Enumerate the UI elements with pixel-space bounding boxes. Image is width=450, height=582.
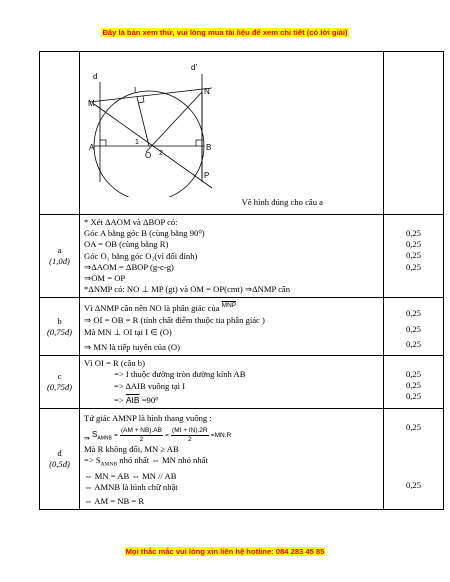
part-a-line-2: Góc A bằng góc B (cùng bằng 90⁰) — [84, 228, 205, 239]
part-b-angle: MNP — [221, 302, 237, 310]
part-c-score-3: 0,25 — [405, 391, 422, 402]
part-d-fraction-2 — [171, 427, 209, 444]
part-a-score-3: 0,25 — [405, 250, 422, 261]
label-n: N — [204, 87, 210, 96]
part-a-line-4: Góc O₁ bằng góc O₂(vì đối đỉnh) — [84, 250, 198, 261]
figure-row — [40, 52, 444, 215]
circle-o — [94, 91, 204, 197]
part-a-line-7: *ΔNMP có: NO ⊥ MP (gt) và OM = OP(cmt) ⇒ΔNMP cân — [84, 284, 291, 295]
part-d-fraction-1 — [120, 427, 163, 444]
part-d-scores — [384, 408, 444, 509]
part-d-line-4-prefix: => S — [84, 455, 101, 466]
part-d-formula: ⇒ $S_{AMNB}$ = $\frac{(AM + NB).AB}{2}$ = $\frac{(MI + IN).2R}{2}$ =MN.R — [84, 426, 232, 443]
part-a-scores — [384, 215, 444, 298]
part-a-line-1: * Xét ΔAOM và ΔBOP có: — [84, 217, 178, 227]
part-c-line-1: Vì OI = R (câu b) — [84, 358, 145, 369]
solution-table — [39, 51, 444, 510]
part-d-score-2: 0,25 — [405, 480, 422, 491]
part-d-line-1: Tứ giác AMNP là hình thang vuông : — [84, 412, 212, 423]
row-b — [40, 298, 444, 356]
part-a-content — [80, 215, 384, 298]
part-a-line-5: ⇒ΔAOM = ΔBOP (g-c-g) — [84, 261, 174, 272]
right-angle-mark-i — [138, 96, 144, 103]
part-d-fraction-2-num: (MI + IN).2R — [172, 426, 208, 434]
part-b-score-2: 0,25 — [405, 323, 422, 334]
part-b-line-4: ⇒ MN là tiếp tuyến của (O) — [84, 341, 180, 352]
part-c-scores — [384, 356, 444, 409]
part-d-letter: d — [57, 447, 62, 458]
part-d-content — [80, 408, 384, 509]
line-mn — [90, 88, 212, 102]
part-b-score: (0,75đ) — [46, 326, 73, 337]
row-d — [40, 408, 444, 509]
label-o: O — [145, 151, 152, 160]
figure-score-cell — [384, 52, 444, 215]
part-b-line-3: Mà MN ⊥ OI tại I ∈ (O) — [84, 326, 172, 337]
part-a-letter: a — [57, 245, 62, 255]
label-d-prime: d' — [191, 63, 197, 72]
part-d-cell — [40, 408, 80, 509]
part-d-line-3: Mà R không đổi, MN ≥ AB — [84, 444, 179, 455]
part-a-cell — [40, 215, 80, 298]
part-d-line-4-suffix: nhỏ nhất ⇔ MN nhỏ nhất — [117, 455, 208, 466]
label-i: I — [134, 86, 137, 95]
label-angle-1: 1 — [135, 139, 139, 146]
part-d-area-subscript: AMNB — [97, 435, 112, 442]
part-c-line-4 — [84, 395, 379, 406]
part-b-score-3: 0,25 — [405, 338, 422, 349]
label-d: d — [93, 72, 98, 81]
part-c-line-4-prefix: => — [114, 394, 124, 405]
right-angle-mark-b — [196, 140, 202, 146]
part-d-fraction-2-den: 2 — [188, 435, 192, 443]
part-b-line-1-text: Vì ΔNMP cân nên NO là phân giác của — [84, 303, 222, 314]
figure-part-cell — [40, 52, 80, 215]
part-d-line-4 — [84, 455, 379, 471]
figure-cell — [80, 52, 384, 215]
top-banner — [0, 28, 450, 37]
part-d-score: (0,5đ) — [49, 458, 70, 469]
label-a: A — [89, 143, 95, 152]
part-b-content — [80, 298, 384, 356]
part-c-score: (0,75đ) — [46, 382, 73, 392]
part-d-fraction-1-num: (AM + NB).AB — [120, 426, 162, 434]
part-d-line-7: ⇔ AM = NB = R — [84, 495, 145, 506]
line-no — [146, 92, 202, 152]
part-d-score-1: 0,25 — [405, 421, 422, 432]
bottom-banner — [0, 547, 450, 556]
part-b-cell — [40, 298, 80, 356]
part-c-line-3: => ΔAIB vuông tại I — [114, 380, 186, 391]
part-c-angle: $\overline{AIB}$ — [125, 394, 140, 405]
part-c-line-2: => I thuộc đường tròn đường kính AB — [114, 369, 246, 380]
part-b-scores — [384, 298, 444, 356]
part-d-formula-result: =MN.R — [210, 432, 232, 440]
part-b-line-2: ⇒ OI = OB = R (tính chất điểm thuộc tia phân giác ) — [84, 315, 265, 326]
part-d-area-symbol: S — [92, 430, 98, 440]
part-a-score-1: 0,25 — [405, 228, 422, 238]
part-c-score-2: 0,25 — [405, 380, 422, 391]
part-a-line-6: ⇒OM = OP — [84, 273, 126, 284]
part-d-fraction-1-den: 2 — [139, 435, 144, 443]
geometry-figure — [80, 52, 380, 197]
row-a — [40, 215, 444, 298]
figure-caption: Vẽ hình đúng cho câu a — [241, 197, 323, 207]
part-c-content — [80, 356, 384, 409]
part-b-letter: b — [57, 315, 62, 326]
part-d-line-5: ⇔ MN = AB ⇔ MN // AB — [84, 471, 177, 482]
row-c — [40, 356, 444, 409]
part-c-cell — [40, 356, 80, 409]
label-b: B — [206, 143, 212, 152]
top-banner-text: Đây là bản xem thử, vui lòng mua tài liệu để xem chi tiết (có lời giải) — [102, 28, 348, 37]
label-p: P — [204, 171, 210, 180]
part-c-line-4-suffix: =90⁰ — [139, 394, 159, 405]
bottom-banner-text: Mọi thắc mắc vui lòng xin liên hệ hotline: 084 283 45 85 — [125, 547, 325, 556]
part-a-score-2: 0,25 — [405, 239, 422, 250]
part-d-line-4-sub: AMNB — [100, 462, 118, 469]
label-m: M — [88, 99, 95, 108]
part-d-line-6: ⇔ AMNB là hình chữ nhật — [84, 482, 178, 493]
label-angle-2: 2 — [159, 150, 163, 157]
right-angle-mark-a — [100, 140, 106, 146]
part-b-score-1: 0,25 — [405, 308, 422, 319]
part-b-line-1 — [84, 300, 379, 314]
part-a-score: (1,0đ) — [49, 256, 70, 267]
part-a-score-4: 0,25 — [405, 261, 422, 272]
part-c-letter: c — [57, 370, 62, 381]
part-c-score-1: 0,25 — [405, 369, 422, 380]
part-a-line-3: OA = OB (cùng bằng R) — [84, 239, 169, 250]
